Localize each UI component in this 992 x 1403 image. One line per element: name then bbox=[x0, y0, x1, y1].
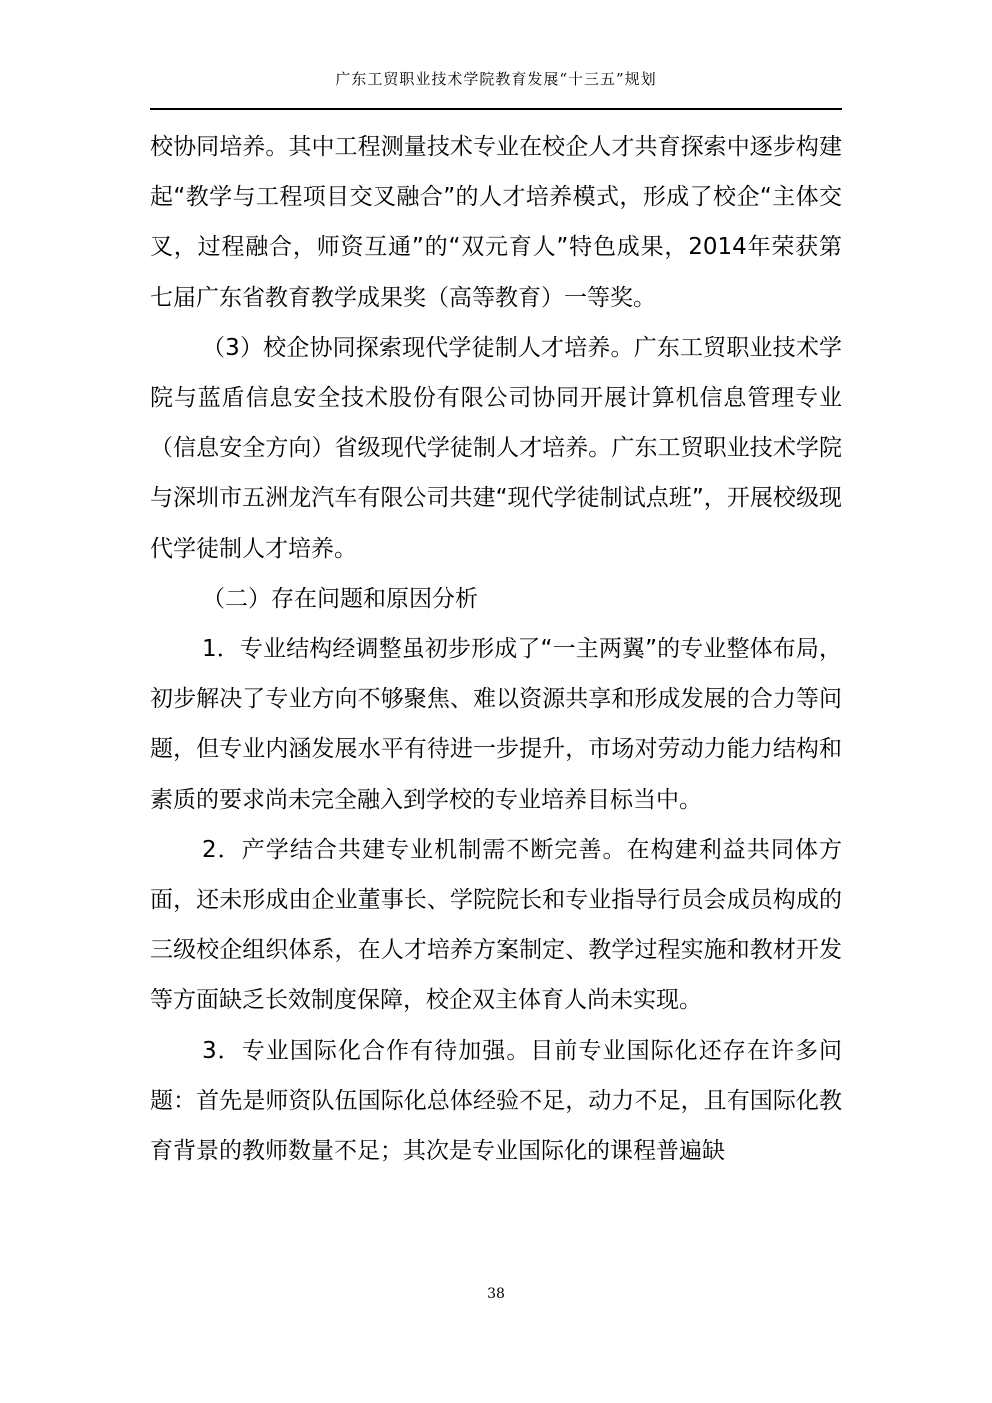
document-body bbox=[150, 122, 842, 1176]
page-header-title: 广东工贸职业技术学院教育发展“十三五”规划 bbox=[335, 70, 657, 88]
paragraph-continuation: 校协同培养。其中工程测量技术专业在校企人才共育探索中逐步构建起“教学与工程项目交叉融合”的人才培养模式，形成了校企“主体交叉，过程融合，师资互通”的“双元育人”特色成果，2014年荣获第七届广东省教育教学成果奖（高等教育）一等奖。 bbox=[150, 134, 842, 311]
paragraph-apprenticeship: （3）校企协同探索现代学徒制人才培养。广东工贸职业技术学院与蓝盾信息安全技术股份有限公司协同开展计算机信息管理专业（信息安全方向）省级现代学徒制人才培养。广东工贸职业技术学院与深圳市五洲龙汽车有限公司共建“现代学徒制试点班”，开展校级现代学徒制人才培养。 bbox=[150, 334, 842, 562]
section-heading-problems: （二）存在问题和原因分析 bbox=[202, 585, 478, 612]
paragraph-problem-2: 2．产学结合共建专业机制需不断完善。在构建利益共同体方面，还未形成由企业董事长、学院院长和专业指导行员会成员构成的三级校企组织体系，在人才培养方案制定、教学过程实施和教材开发等方面缺乏长效制度保障，校企双主体育人尚未实现。 bbox=[150, 836, 842, 1014]
paragraph-problem-1: 1．专业结构经调整虽初步形成了“一主两翼”的专业整体布局，初步解决了专业方向不够聚焦、难以资源共享和形成发展的合力等问题，但专业内涵发展水平有待进一步提升，市场对劳动力能力结构和素质的要求尚未完全融入到学校的专业培养目标当中。 bbox=[150, 636, 842, 813]
header-divider bbox=[150, 108, 842, 110]
page-number: 38 bbox=[487, 1286, 505, 1302]
paragraph-problem-3: 3．专业国际化合作有待加强。目前专业国际化还存在许多问题：首先是师资队伍国际化总体经验不足，动力不足，且有国际化教育背景的教师数量不足；其次是专业国际化的课程普遍缺 bbox=[150, 1037, 842, 1165]
